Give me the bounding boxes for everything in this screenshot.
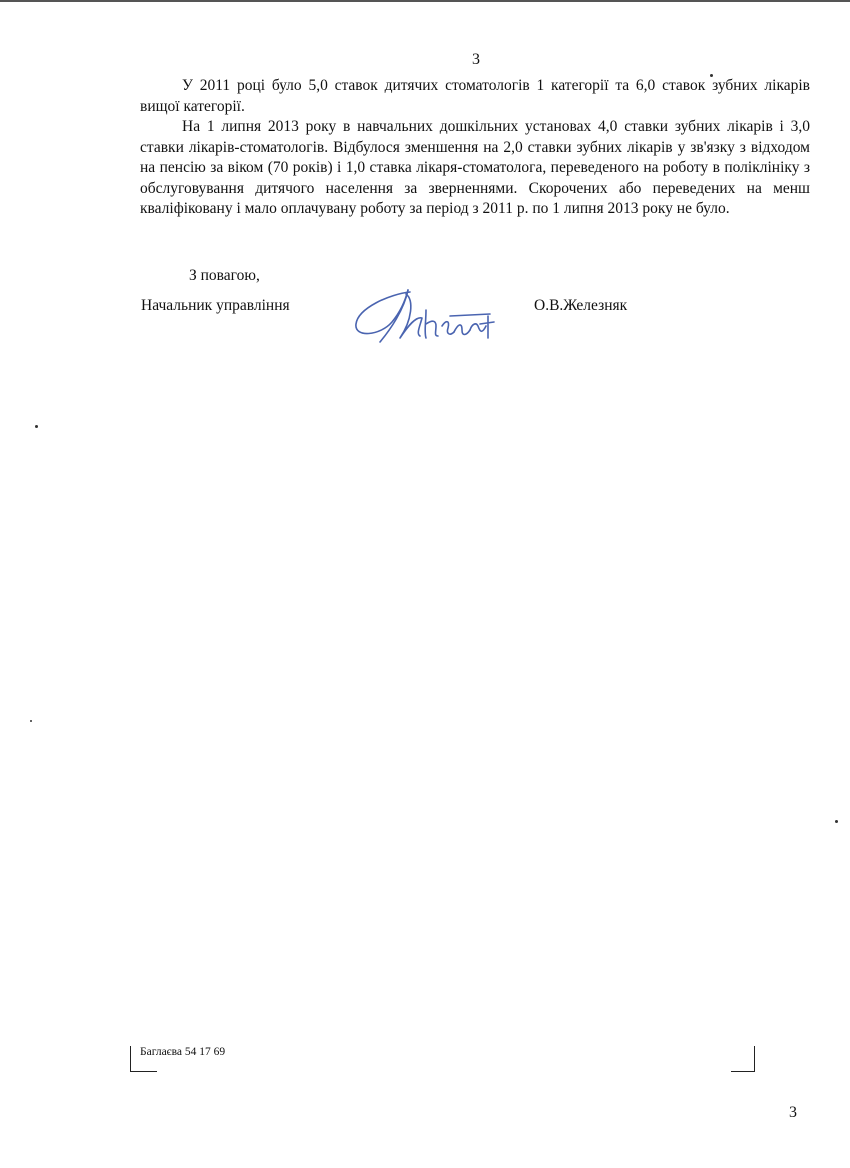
corner-mark-right	[754, 1046, 755, 1072]
corner-mark-left-base	[130, 1071, 157, 1072]
corner-mark-left	[130, 1046, 131, 1072]
signatory-position: Начальник управління	[141, 297, 290, 314]
scan-speck	[30, 720, 32, 722]
scan-top-edge	[0, 0, 850, 2]
handwritten-signature	[350, 280, 500, 360]
scan-speck	[835, 820, 838, 823]
paragraph-1: У 2011 році було 5,0 ставок дитячих стоматологів 1 категорії та 6,0 ставок зубних лікарів вищої категорії.	[140, 77, 810, 115]
executor-contact: Баглаєва 54 17 69	[140, 1046, 226, 1058]
paragraph-2: На 1 липня 2013 року в навчальних дошкільних установах 4,0 ставки зубних лікарів і 3,0 ставки лікарів-стоматологів. Відбулося зменшення на 2,0 ставки зубних лікарів у зв'язку з відходом на пенсію за віком (70 років) і 1,0 ставка лікаря-стоматолога, переведеного на роботу в поліклініку з обслуговування дитячого населення за зверненнями. Скорочених або переведених на менш кваліфіковану і мало оплачувану роботу за період з 2011 р. по 1 липня 2013 року не було.	[140, 118, 810, 217]
page-number-top: 3	[472, 51, 480, 68]
scan-speck	[35, 425, 38, 428]
page-number-bottom: 3	[789, 1104, 797, 1121]
scan-speck	[710, 74, 713, 77]
closing-phrase: З повагою,	[189, 267, 260, 284]
signatory-name: О.В.Железняк	[534, 297, 628, 314]
corner-mark-right-base	[731, 1071, 755, 1072]
letter-body	[140, 76, 810, 220]
